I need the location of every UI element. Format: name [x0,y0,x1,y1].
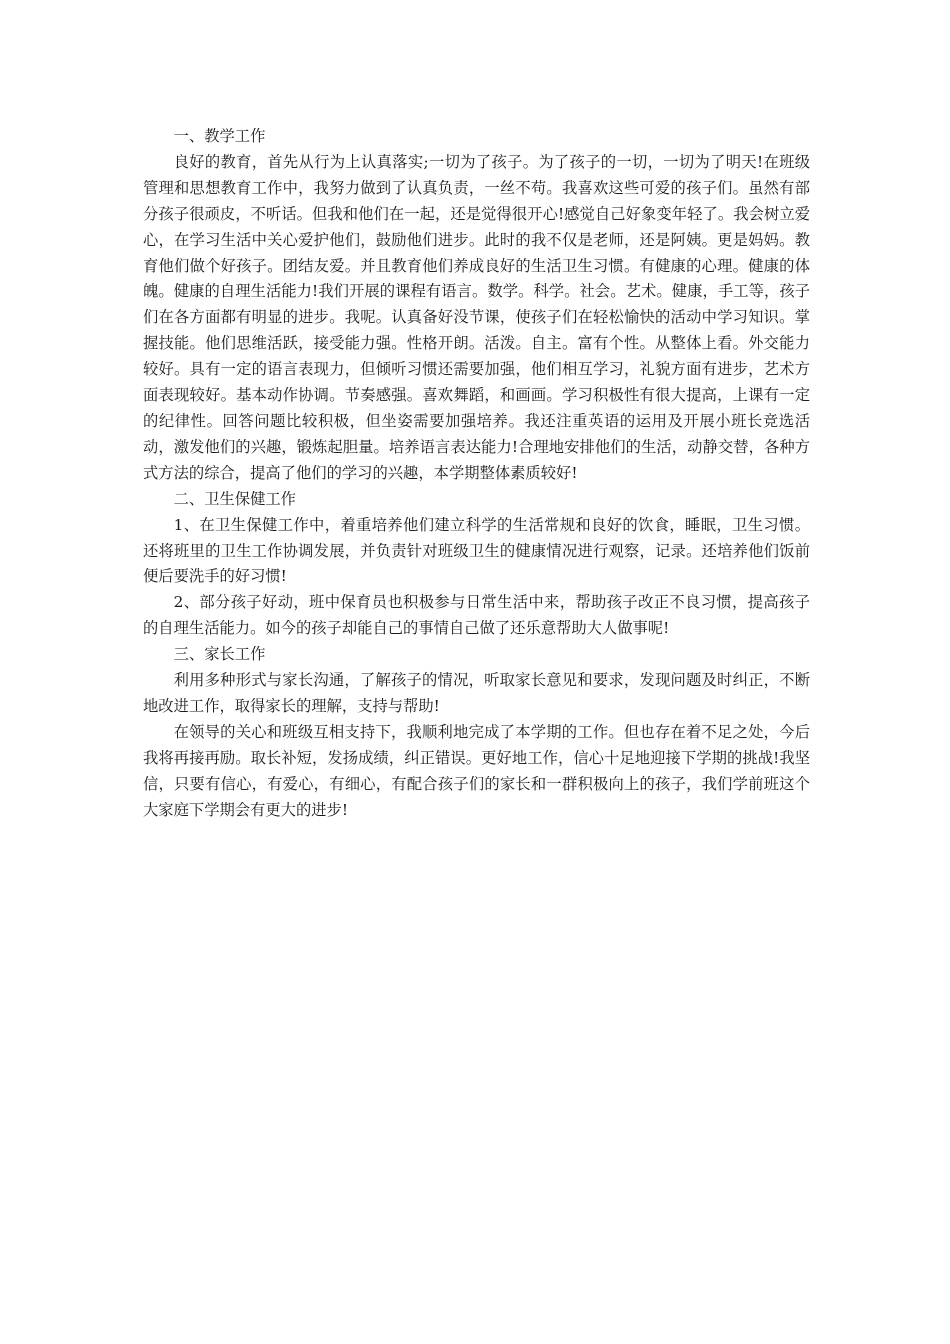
paragraph-parents-1: 利用多种形式与家长沟通，了解孩子的情况，听取家长意见和要求，发现问题及时纠正，不断地改进工作，取得家长的理解，支持与帮助! [143,671,810,715]
section-heading-teaching: 一、教学工作 [173,127,266,145]
section-heading-health: 二、卫生保健工作 [173,489,296,508]
paragraph-parents-2: 在领导的关心和班级互相支持下，我顺利地完成了本学期的工作。但也存在着不足之处，今后我将再接再励。取长补短，发扬成绩，纠正错误。更好地工作，信心十足地迎接下学期的挑战!我坚信，只要有信心，有爱心，有细心，有配合孩子们的家长和一群积极向上的孩子，我们学前班这个大家庭下学期会有更大的进步! [143,722,810,819]
paragraph-teaching: 良好的教育，首先从行为上认真落实;一切为了孩子。为了孩子的一切，一切为了明天!在班级管理和思想教育工作中，我努力做到了认真负责，一丝不苟。我喜欢这些可爱的孩子们。虽然有部分孩子很顽皮，不听话。但我和他们在一起，还是觉得很开心!感觉自己好象变年轻了。我会树立爱心，在学习生活中关心爱护他们，鼓励他们进步。此时的我不仅是老师，还是阿姨。更是妈妈。教育他们做个好孩子。团结友爱。并且教育他们养成良好的生活卫生习惯。有健康的心理。健康的体魄。健康的自理生活能力!我们开展的课程有语言。数学。科学。社会。艺术。健康，手工等，孩子们在各方面都有明显的进步。我呢。认真备好没节课，使孩子们在轻松愉快的活动中学习知识。掌握技能。他们思维活跃，接受能力强。性格开朗。活泼。自主。富有个性。从整体上看。外交能力较好。具有一定的语言表现力，但倾听习惯还需要加强，他们相互学习，礼貌方面有进步，艺术方面表现较好。基本动作协调。节奏感强。喜欢舞蹈，和画画。学习积极性有很大提高，上课有一定的纪律性。回答问题比较积极，但坐姿需要加强培养。我还注重英语的运用及开展小班长竞选活动，激发他们的兴趣，锻炼起胆量。培养语言表达能力!合理地安排他们的生活，动静交替，各种方式方法的综合，提高了他们的学习的兴趣，本学期整体素质较好! [143,152,810,482]
document-body [143,124,810,823]
paragraph-health-2: 2、部分孩子好动，班中保育员也积极参与日常生活中来，帮助孩子改正不良习惯，提高孩子的自理生活能力。如今的孩子却能自己的事情自己做了还乐意帮助大人做事呢! [143,593,810,638]
paragraph-health-1: 1、在卫生保健工作中，着重培养他们建立科学的生活常规和良好的饮食，睡眠，卫生习惯。还将班里的卫生工作协调发展，并负责针对班级卫生的健康情况进行观察，记录。还培养他们饭前便后要洗手的好习惯! [143,515,810,586]
section-heading-parents: 三、家长工作 [173,645,266,664]
